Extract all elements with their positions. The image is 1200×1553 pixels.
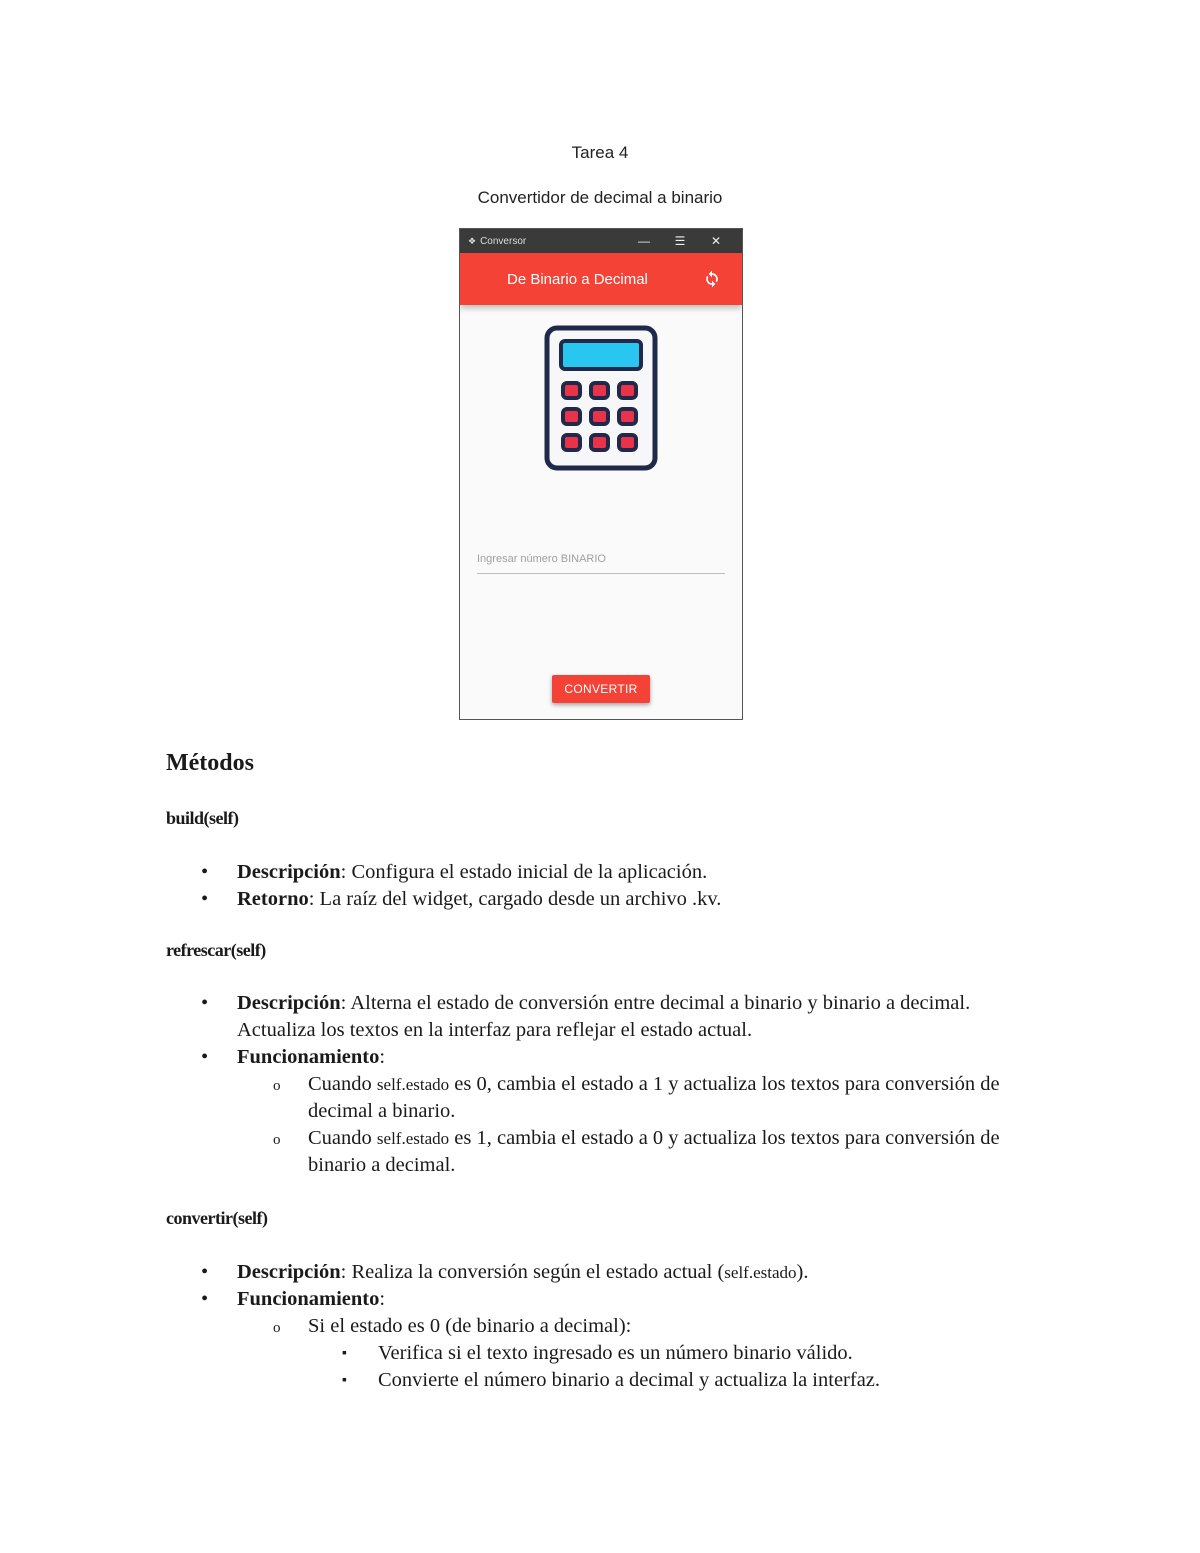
app-bar-title: De Binario a Decimal xyxy=(507,270,648,288)
item-text: : xyxy=(379,1046,386,1068)
item-label: Retorno xyxy=(237,888,309,910)
refresh-icon[interactable] xyxy=(702,269,722,289)
binary-input[interactable] xyxy=(477,547,725,565)
item-text: Verifica si el texto ingresado es un número binario válido. xyxy=(378,1342,853,1364)
calculator-icon xyxy=(544,325,658,471)
sub-sub-list-item xyxy=(166,1367,1026,1394)
minimize-button[interactable]: — xyxy=(638,234,650,248)
convert-button[interactable]: CONVERTIR xyxy=(552,675,650,703)
app-window-icon: ❖ xyxy=(468,235,477,246)
binary-input-field[interactable] xyxy=(477,547,725,574)
app-screenshot xyxy=(459,228,743,720)
item-text: : La raíz del widget, cargado desde un archivo .kv. xyxy=(308,888,722,910)
method-convertir-heading: convertir(self) xyxy=(166,1208,268,1228)
item-text: Cuando xyxy=(308,1073,377,1095)
code-text: self.estado xyxy=(376,1075,450,1094)
item-text: es 1, cambia el estado a 0 y actualiza los textos para conversión de binario a decimal. xyxy=(308,1127,1000,1176)
list-item xyxy=(166,1259,1026,1286)
list-item xyxy=(166,859,1026,886)
method-convertir-list xyxy=(166,1259,1026,1394)
item-text: Cuando xyxy=(308,1127,377,1149)
item-label: Funcionamiento xyxy=(237,1046,380,1068)
doc-title: Tarea 4 xyxy=(571,143,629,162)
item-text: : xyxy=(379,1288,386,1310)
sub-list-item xyxy=(166,1125,1026,1179)
method-refrescar-heading: refrescar(self) xyxy=(166,940,266,960)
circle-bullet-icon: o xyxy=(273,1132,281,1148)
method-refrescar-list xyxy=(166,990,1026,1179)
item-text: : Alterna el estado de conversión entre decimal a binario y binario a decimal. Actualiza los textos en la interfaz para reflejar el estado actual. xyxy=(237,992,971,1041)
circle-bullet-icon: o xyxy=(273,1078,281,1094)
list-item xyxy=(166,1044,1026,1071)
bullet-icon: • xyxy=(201,1046,209,1068)
item-label: Descripción xyxy=(237,992,341,1014)
app-bar xyxy=(460,253,742,305)
window-title: Conversor xyxy=(480,235,527,247)
list-item xyxy=(166,990,1026,1044)
close-button[interactable]: ✕ xyxy=(710,234,722,248)
window-titlebar xyxy=(460,229,742,253)
list-item xyxy=(166,886,1026,913)
maximize-button[interactable]: ☰ xyxy=(674,234,686,248)
section-heading: Métodos xyxy=(166,750,254,776)
code-text: self.estado xyxy=(724,1263,797,1282)
sub-list-item xyxy=(166,1071,1026,1125)
item-text: es 0, cambia el estado a 1 y actualiza los textos para conversión de decimal a binario. xyxy=(308,1073,1000,1122)
code-text: self.estado xyxy=(376,1129,450,1148)
sub-sub-list-item xyxy=(166,1340,1026,1367)
bullet-icon: • xyxy=(201,1261,209,1283)
item-text: Convierte el número binario a decimal y actualiza la interfaz. xyxy=(378,1369,881,1391)
item-label: Descripción xyxy=(237,861,341,883)
item-label: Descripción xyxy=(237,1261,341,1283)
square-bullet-icon: ▪ xyxy=(342,1346,347,1361)
bullet-icon: • xyxy=(201,1288,209,1310)
method-build-heading: build(self) xyxy=(166,808,239,828)
doc-subtitle: Convertidor de decimal a binario xyxy=(477,188,723,207)
sub-list-item xyxy=(166,1313,1026,1340)
square-bullet-icon: ▪ xyxy=(342,1373,347,1388)
item-label: Funcionamiento xyxy=(237,1288,380,1310)
bullet-icon: • xyxy=(201,861,209,883)
item-text: ). xyxy=(796,1261,809,1283)
item-text: : Configura el estado inicial de la aplicación. xyxy=(340,861,708,883)
circle-bullet-icon: o xyxy=(273,1320,281,1336)
item-text: Si el estado es 0 (de binario a decimal): xyxy=(308,1315,632,1337)
bullet-icon: • xyxy=(201,888,209,910)
item-text: : Realiza la conversión según el estado actual ( xyxy=(340,1261,725,1283)
method-build-list xyxy=(166,859,1026,913)
bullet-icon: • xyxy=(201,992,209,1014)
list-item xyxy=(166,1286,1026,1313)
